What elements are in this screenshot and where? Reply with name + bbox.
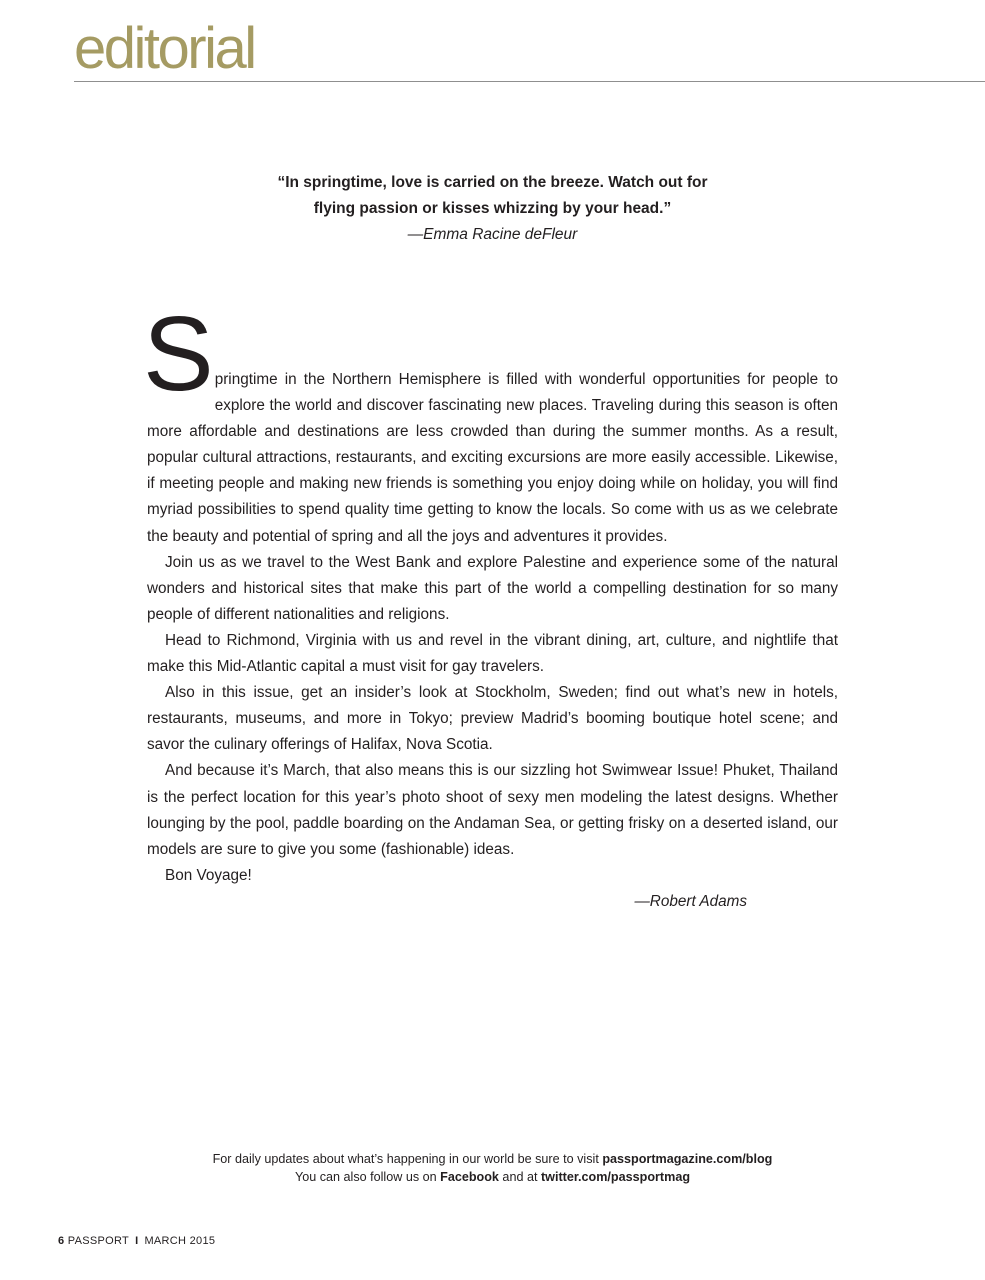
closing-line: Bon Voyage! (165, 866, 252, 884)
footer-note (0, 1151, 985, 1186)
issue-date: MARCH 2015 (144, 1235, 216, 1247)
paragraph-1 (143, 295, 838, 550)
editorial-body (143, 295, 838, 915)
pull-quote-line-2: flying passion or kisses whizzing by your head.” (313, 200, 672, 217)
footer-line-1-text: For daily updates about what’s happening in our world be sure to visit (212, 1152, 603, 1166)
page-number: 6 (58, 1235, 65, 1247)
pull-quote-line-1: “In springtime, love is carried on the breeze. Watch out for (277, 174, 708, 191)
paragraph-4: Also in this issue, get an insider’s look at Stockholm, Sweden; find out what’s new in hotels, restaurants, museums, and more in Tokyo; preview Madrid’s booming boutique hotel scene; and savor the culinary offerings of Halifax, Nova Scotia. (147, 684, 838, 754)
footer-line-1 (0, 1151, 985, 1169)
paragraph-2: Join us as we travel to the West Bank and explore Palestine and experience some of the natural wonders and historical sites that make this part of the world a compelling destination for so many people of different nationalities and religions. (147, 553, 838, 623)
folio (58, 1235, 215, 1247)
footer-line-2-text-b: and at (498, 1169, 541, 1184)
blog-link[interactable]: passportmagazine.com/blog (602, 1152, 773, 1166)
folio-separator: I (135, 1235, 139, 1247)
paragraph-5: And because it’s March, that also means this is our sizzling hot Swimwear Issue! Phuket, Thailand is the perfect location for this year’s photo shoot of sexy men modeling the latest designs. Whether lounging by the pool, paddle boarding on the Andaman Sea, or getting frisky on a deserted island, our models are sure to give you some (fashionable) ideas. (147, 762, 838, 858)
header-rule (74, 81, 985, 82)
magazine-name: PASSPORT (67, 1235, 130, 1247)
section-title: editorial (74, 16, 255, 81)
paragraph-1-text: pringtime in the Northern Hemisphere is filled with wonderful opportunities for people to explore the world and discover fascinating new places. Traveling during this season is often more affordable and destinations are less crowded than during the summer months. As a result, popular cultural attractions, restaurants, and exciting excursions are more easily accessible. Likewise, if meeting people and making new friends is something you enjoy doing while on holiday, you will find myriad possibilities to spend quality time getting to know the locals. So come with us as we celebrate the beauty and potential of spring and all the joys and adventures it provides. (147, 371, 838, 545)
footer-line-2-text-a: You can also follow us on (294, 1169, 441, 1184)
signature: —Robert Adams (634, 892, 747, 910)
pull-quote-attribution: —Emma Racine deFleur (407, 226, 578, 243)
drop-cap: S (143, 295, 214, 413)
twitter-link[interactable]: twitter.com/passportmag (540, 1169, 691, 1184)
pull-quote (185, 170, 800, 248)
facebook-link[interactable]: Facebook (440, 1169, 499, 1184)
paragraph-3: Head to Richmond, Virginia with us and revel in the vibrant dining, art, culture, and nightlife that make this Mid-Atlantic capital a must visit for gay travelers. (147, 631, 838, 676)
footer-line-2 (0, 1169, 985, 1187)
